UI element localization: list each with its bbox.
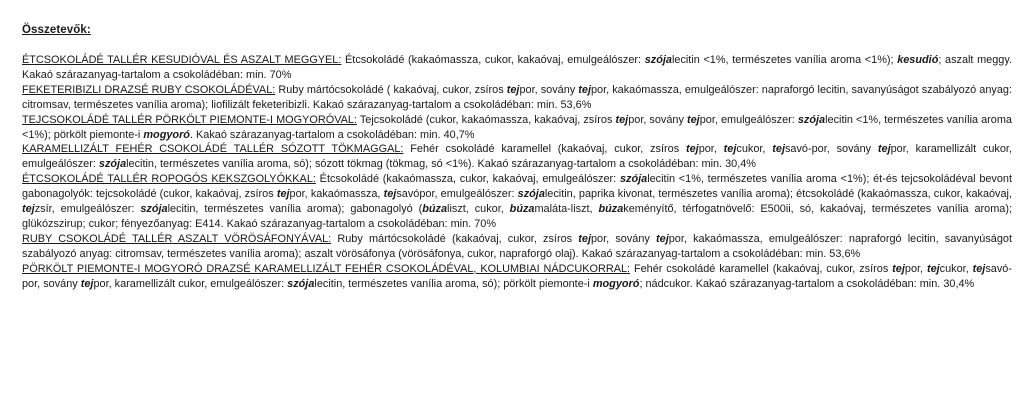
- allergen-term: kesudió: [897, 54, 939, 66]
- allergen-term: tej: [926, 262, 940, 275]
- ingredient-text: Ruby mártócsokoládé ( kakaóvaj, cukor, zsíros: [275, 83, 507, 96]
- allergen-term: szója: [644, 54, 672, 66]
- ingredient-text: lecitin <1%, természetes vanília aroma <1%); ét-és tejcsokoládéval bevont gabonagolyók: tejcsokoládé (cukor, kakaóvaj, zsíros: [22, 173, 1013, 201]
- product-title: RUBY CSOKOLÁDÉ TALLÉR ASZALT VÖRÖSÁFONYÁVAL:: [22, 232, 332, 245]
- allergen-term: szója: [619, 173, 648, 186]
- ingredient-text: . Kakaó szárazanyag-tartalom a csokoládéban: min. 40,7%: [189, 128, 475, 141]
- ingredients-heading: Összetevők:: [22, 24, 91, 36]
- allergen-term: tej: [877, 143, 891, 156]
- ingredient-entry: [22, 142, 1012, 172]
- ingredient-entry: [22, 232, 1012, 262]
- ingredient-text: por, kakaómassza, emulgeálószer: napraforgó lecitin, savanyúságot szabályozó anyag: citromsav, természetes vanília aroma); liofilizált feketeribizli. Kakaó szárazanyag-tartalom a csokoládéban: min. 53,6%: [22, 83, 1012, 111]
- product-title: ÉTCSOKOLÁDÉ TALLÉR KESUDIÓVAL ÉS ASZALT MEGGYEL:: [22, 54, 342, 66]
- ingredient-text: por, kakaómassza,: [289, 188, 384, 201]
- allergen-term: tej: [506, 83, 520, 96]
- ingredient-text: por, kakaómassza, emulgeálószer: napraforgó lecitin, savanyúságot szabályozó anyag: citromsav, természetes vanília aroma); aszalt vörösáfonya (vörösáfonya, cukor, napraforgó olaj). Kakaó szárazanyag-tartalom a csokoládéban: min. 53,6%: [22, 232, 1012, 260]
- allergen-term: tej: [687, 113, 700, 126]
- ingredient-text: lecitin, természetes vanília aroma); gabonagolyó (: [167, 203, 423, 216]
- ingredient-text: por, karamellizált cukor, emulgeálószer:: [93, 277, 288, 290]
- ingredient-text: Fehér csokoládé karamellel (kakaóvaj, cukor, zsíros: [403, 143, 686, 156]
- ingredient-entry: [22, 113, 1012, 143]
- ingredients-list: [22, 53, 1012, 292]
- product-title: PÖRKÖLT PIEMONTE-I MOGYORÓ DRAZSÉ KARAMELLIZÁLT FEHÉR CSOKOLÁDÉVAL, KOLUMBIAI NÁDCUKORRAL:: [22, 262, 631, 275]
- allergen-term: tej: [276, 188, 290, 201]
- ingredient-text: maláta-liszt,: [534, 203, 599, 216]
- ingredient-text: savó-por, sovány: [22, 262, 1012, 290]
- allergen-term: tej: [685, 143, 699, 156]
- ingredient-text: Fehér csokoládé karamellel (kakaóvaj, cukor, zsíros: [630, 262, 893, 275]
- allergen-term: mogyoró: [143, 128, 190, 141]
- allergen-term: tej: [656, 232, 669, 245]
- ingredient-text: por,: [904, 262, 927, 275]
- allergen-term: tej: [22, 203, 35, 216]
- allergen-term: tej: [892, 262, 905, 275]
- allergen-term: tej: [723, 143, 737, 156]
- allergen-term: búza: [598, 203, 624, 216]
- ingredient-text: liszt, cukor,: [447, 203, 510, 216]
- ingredient-text: savópor, emulgeálószer:: [396, 188, 518, 201]
- ingredient-text: lecitin, természetes vanília aroma, só); pörkölt piemonte-i: [314, 277, 593, 290]
- ingredient-text: savó-por, sovány: [784, 143, 878, 156]
- product-title: FEKETERIBIZLI DRAZSÉ RUBY CSOKOLÁDÉVAL:: [22, 83, 276, 96]
- ingredient-entry: [22, 83, 1012, 113]
- allergen-term: tej: [578, 83, 591, 96]
- ingredient-text: Étcsokoládé (kakaómassza, cukor, kakaóvaj, emulgeálószer:: [341, 54, 645, 66]
- allergen-term: búza: [509, 203, 535, 216]
- ingredient-entry: [22, 53, 1012, 83]
- allergen-term: tej: [772, 143, 785, 156]
- ingredient-text: por, sovány: [590, 232, 657, 245]
- ingredient-text: por, sovány: [628, 113, 687, 126]
- allergen-term: tej: [615, 113, 629, 126]
- allergen-term: szója: [517, 188, 545, 201]
- allergen-term: szója: [797, 113, 826, 126]
- ingredient-text: keményítő, térfogatnövelő: E500ii, só, kakaóvaj, természetes vanília aroma); glükózszirup; cukor; fényezőanyag: E414. Kakaó szárazanyag-tartalom a csokoládéban: min. 70%: [22, 203, 1013, 230]
- ingredient-text: Étcsokoládé (kakaómassza, cukor, kakaóvaj, emulgeálószer:: [315, 173, 620, 186]
- ingredient-text: por, sovány: [519, 83, 579, 96]
- allergen-term: tej: [972, 262, 986, 275]
- ingredient-entry: [22, 172, 1012, 232]
- ingredient-text: cukor,: [939, 262, 973, 275]
- product-title: ÉTCSOKOLÁDÉ TALLÉR ROPOGÓS KEKSZGOLYÓKKAL:: [22, 173, 316, 186]
- allergen-term: mogyoró: [592, 277, 640, 290]
- ingredient-text: ; aszalt meggy. Kakaó szárazanyag-tartalom a csokoládéban: min. 70%: [22, 54, 1012, 81]
- ingredient-text: por,: [698, 143, 724, 156]
- ingredient-text: lecitin, természetes vanília aroma, só); sózott tökmag (tökmag, só <1%). Kakaó szárazanyag-tartalom a csokoládéban: min. 30,4%: [126, 158, 756, 171]
- ingredient-text: lecitin <1%, természetes vanília aroma <1%); pörkölt piemonte-i: [22, 113, 1012, 141]
- ingredient-text: por, emulgeálószer:: [699, 113, 798, 126]
- allergen-term: tej: [80, 277, 94, 290]
- ingredient-text: lecitin, paprika kivonat, természetes vanília aroma); étcsokoládé (kakaómassza, cukor, kakaóvaj,: [544, 188, 1013, 201]
- ingredient-text: Tejcsokoládé (cukor, kakaómassza, kakaóvaj, zsíros: [357, 113, 616, 126]
- ingredient-entry: [22, 262, 1012, 292]
- allergen-term: búza: [422, 203, 448, 216]
- allergen-term: tej: [578, 232, 591, 245]
- ingredient-text: cukor,: [736, 143, 773, 156]
- ingredient-text: ; nádcukor. Kakaó szárazanyag-tartalom a csokoládéban: min. 30,4%: [639, 277, 975, 290]
- ingredient-text: zsír, emulgeálószer:: [34, 203, 141, 216]
- allergen-term: szója: [287, 277, 315, 290]
- allergen-term: tej: [383, 188, 397, 201]
- product-title: TEJCSOKOLÁDÉ TALLÉR PÖRKÖLT PIEMONTE-I MOGYORÓVAL:: [22, 113, 357, 126]
- ingredient-text: lecitin <1%, természetes vanília aroma <1%);: [671, 54, 898, 66]
- ingredient-text: por, karamellizált cukor, emulgeálószer:: [22, 143, 1012, 171]
- allergen-term: szója: [140, 203, 168, 216]
- allergen-term: szója: [98, 158, 127, 171]
- ingredient-text: Ruby mártócsokoládé (kakaóvaj, cukor, zsíros: [331, 232, 579, 245]
- product-title: KARAMELLIZÁLT FEHÉR CSOKOLÁDÉ TALLÉR SÓZOTT TÖKMAGGAL:: [22, 143, 404, 156]
